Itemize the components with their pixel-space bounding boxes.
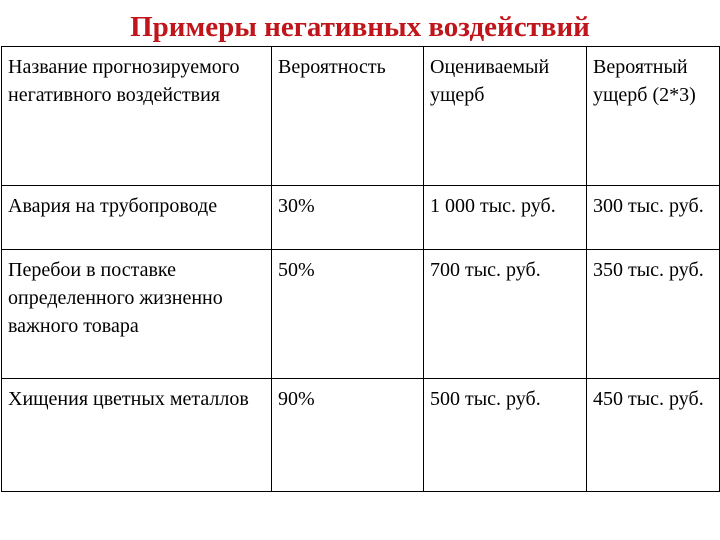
cell-probable-damage: 350 тыс. руб.	[587, 250, 720, 379]
cell-probability: 90%	[272, 379, 424, 492]
cell-name: Хищения цветных металлов	[2, 379, 272, 492]
cell-probability: 30%	[272, 186, 424, 250]
table-row	[2, 250, 720, 379]
header-probability	[272, 47, 424, 186]
cell-probable-damage: 300 тыс. руб.	[587, 186, 720, 250]
table-row	[2, 379, 720, 492]
cell-probable-damage: 450 тыс. руб.	[587, 379, 720, 492]
cell-estimated-damage: 700 тыс. руб.	[424, 250, 587, 379]
header-estimated-damage-text: Оцениваемый ущерб	[430, 56, 550, 106]
header-probable-damage	[587, 47, 720, 186]
page-title: Примеры негативных воздействий	[130, 11, 590, 43]
header-name-text: Название прогнозируемого негативного воздействия	[8, 56, 240, 106]
cell-probability: 50%	[272, 250, 424, 379]
header-probability-text: Вероятность	[278, 56, 386, 78]
header-probable-damage-text: Вероятный ущерб (2*3)	[593, 56, 696, 106]
header-estimated-damage	[424, 47, 587, 186]
header-name	[2, 47, 272, 186]
table-header-row	[2, 47, 720, 186]
table-row	[2, 186, 720, 250]
cell-name: Перебои в поставке определенного жизненно важного товара	[2, 250, 272, 379]
cell-name: Авария на трубопроводе	[2, 186, 272, 250]
impact-table	[1, 46, 720, 492]
cell-estimated-damage: 1 000 тыс. руб.	[424, 186, 587, 250]
cell-estimated-damage: 500 тыс. руб.	[424, 379, 587, 492]
